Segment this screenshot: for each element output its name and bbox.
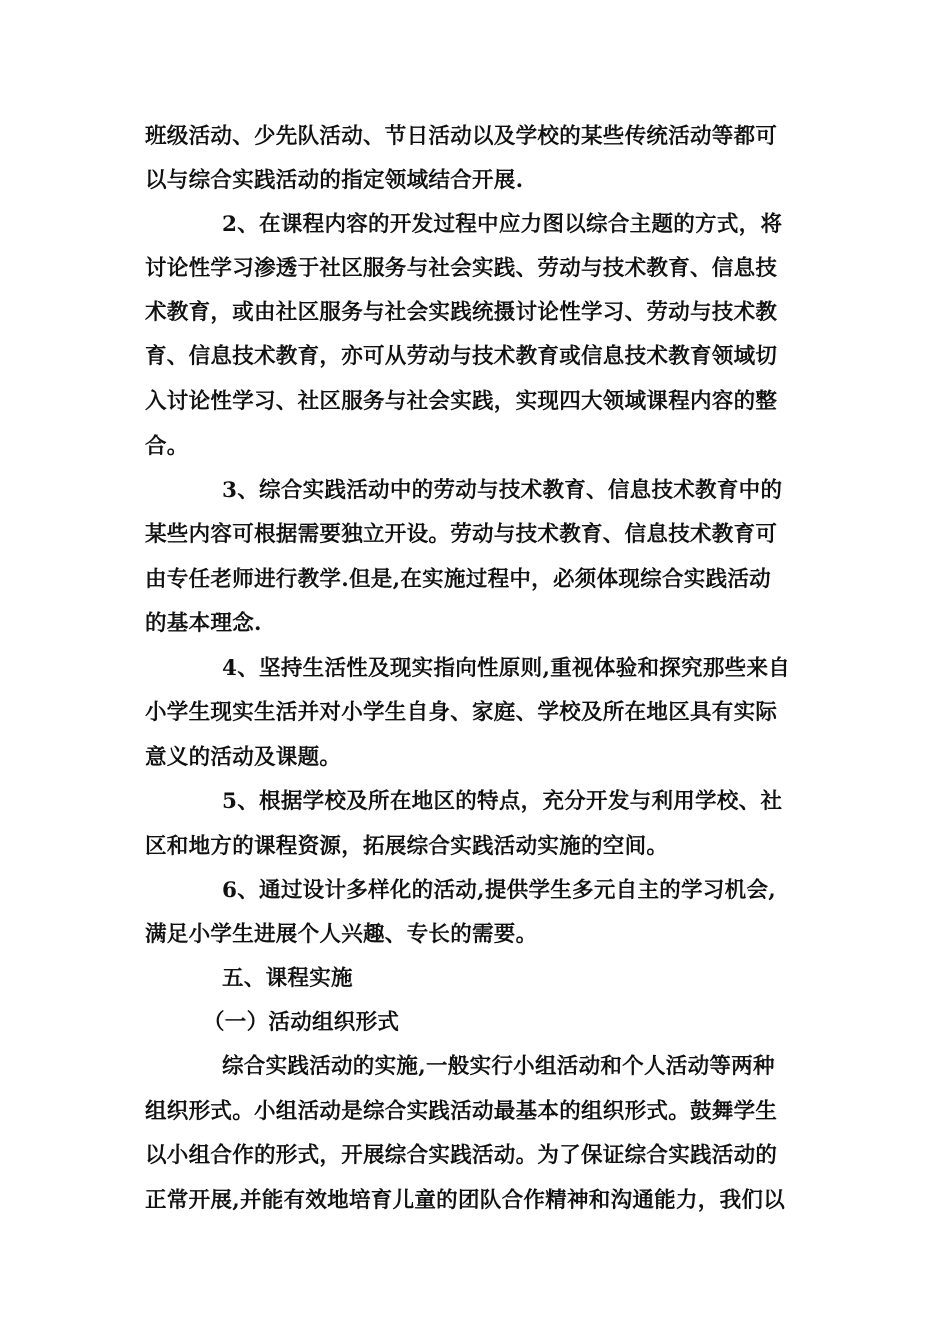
text-line: 意义的活动及课题。	[145, 745, 342, 770]
paragraph-5-start: 5、根据学校及所在地区的特点，充分开发与利用学校、社	[222, 789, 783, 814]
text-line: 满足小学生进展个人兴趣、专长的需要。	[145, 922, 538, 947]
text-line: 的基本理念.	[145, 611, 262, 636]
subsection-heading: （一）活动组织形式	[203, 1010, 400, 1035]
text-line: 小学生现实生活并对小学生自身、家庭、学校及所在地区具有实际	[145, 700, 778, 725]
text-line: 班级活动、少先队活动、节日活动以及学校的某些传统活动等都可	[145, 124, 778, 149]
paragraph-6-start: 6、通过设计多样化的活动,提供学生多元自主的学习机会,	[222, 878, 777, 903]
paragraph-2-start: 2、在课程内容的开发过程中应力图以综合主题的方式，将	[222, 212, 783, 237]
text-line: 由专任老师进行教学.但是,在实施过程中，必须体现综合实践活动	[145, 567, 771, 592]
paragraph-7-start: 综合实践活动的实施,一般实行小组活动和个人活动等两种	[222, 1054, 775, 1079]
paragraph-4-start: 4、坚持生活性及现实指向性原则,重视体验和探究那些来自	[222, 656, 791, 681]
text-line: 以与综合实践活动的指定领域结合开展.	[145, 168, 524, 193]
text-line: 区和地方的课程资源，拓展综合实践活动实施的空间。	[145, 834, 669, 859]
text-line: 组织形式。小组活动是综合实践活动最基本的组织形式。鼓舞学生	[145, 1099, 778, 1124]
text-line: 入讨论性学习、社区服务与社会实践，实现四大领域课程内容的整	[145, 389, 778, 414]
text-line: 合。	[145, 434, 189, 459]
paragraph-3-start: 3、综合实践活动中的劳动与技术教育、信息技术教育中的	[222, 478, 783, 503]
text-line: 术教育，或由社区服务与社会实践统摄讨论性学习、劳动与技术教	[145, 300, 778, 325]
text-line: 正常开展,并能有效地培育儿童的团队合作精神和沟通能力，我们以	[145, 1188, 785, 1213]
section-heading: 五、课程实施	[222, 966, 353, 991]
text-line: 育、信息技术教育，亦可从劳动与技术教育或信息技术教育领域切	[145, 344, 778, 369]
text-line: 讨论性学习渗透于社区服务与社会实践、劳动与技术教育、信息技	[145, 256, 778, 281]
text-line: 以小组合作的形式，开展综合实践活动。为了保证综合实践活动的	[145, 1143, 778, 1168]
text-line: 某些内容可根据需要独立开设。劳动与技术教育、信息技术教育可	[145, 522, 778, 547]
